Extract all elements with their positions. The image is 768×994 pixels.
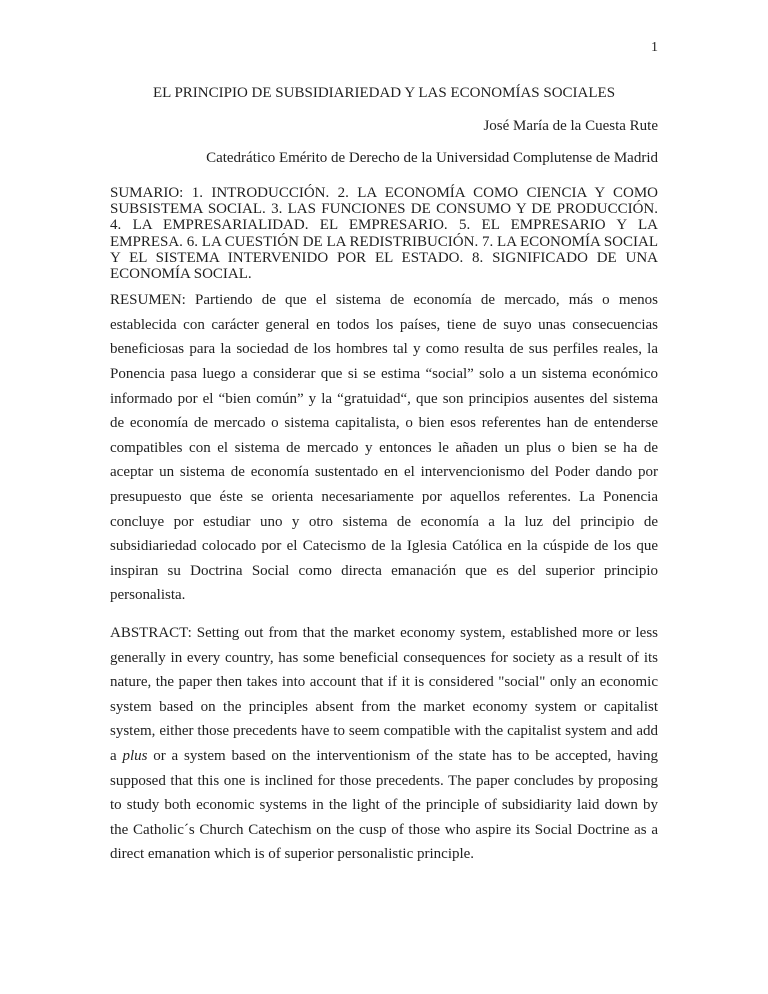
sumario-paragraph: SUMARIO: 1. INTRODUCCIÓN. 2. LA ECONOMÍA COMO CIENCIA Y COMO SUBSISTEMA SOCIAL. 3. LAS FUNCIONES DE CONSUMO Y DE PRODUCCIÓN. 4. LA EMPRESARIALIDAD. EL EMPRESARIO. 5. EL EMPRESARIO Y LA EMPRESA. 6. LA CUESTIÓN DE LA REDISTRIBUCIÓN. 7. LA ECONOMÍA SOCIAL Y EL SISTEMA INTERVENIDO POR EL ESTADO. 8. SIGNIFICADO DE UNA ECONOMÍA SOCIAL. xyxy=(110,185,658,283)
abstract-italic-term: plus xyxy=(122,747,148,764)
resumen-paragraph: RESUMEN: Partiendo de que el sistema de economía de mercado, más o menos establecida con carácter general en todos los países, tiene de suyo unas consecuencias beneficiosas para la sociedad de los hombres tal y como resulta de sus perfiles reales, la Ponencia pasa luego a considerar que si se estima “social” solo a un sistema económico informado por el “bien común” y la “gratuidad“, que son principios ausentes del sistema de economía de mercado o sistema capitalista, o bien esos referentes han de entenderse compatibles con el sistema de mercado y entonces le añaden un plus o bien se ha de aceptar un sistema de economía sustentado en el intervencionismo del Poder dando por presupuesto que éste se orienta necesariamente por aquellos referentes. La Ponencia concluye por estudiar uno y otro sistema de economía a la luz del principio de subsidiariedad colocado por el Catecismo de la Iglesia Católica en la cúspide de los que inspiran su Doctrina Social como directa emanación que es del superior principio personalista. xyxy=(110,292,658,604)
abstract-text-before-italic: ABSTRACT: Setting out from that the market economy system, established more or less generally in every country, has some beneficial consequences for society as a result of its nature, the paper then takes into account that if it is considered "social" only an economic system based on the principles absent from the market economy system or capitalist system, either those precedents have to seem compatible with the capitalist system and add a xyxy=(110,624,658,764)
author-affiliation: Catedrático Emérito de Derecho de la Universidad Complutense de Madrid xyxy=(206,150,658,166)
page-number: 1 xyxy=(651,40,658,55)
abstract-text-after-italic: or a system based on the interventionism of the state has to be accepted, having supposed that this one is inclined for those precedents. The paper concludes by proposing to study both economic systems in the light of the principle of subsidiarity laid down by the Catholic´s Church Catechism on the cusp of those who aspire its Social Doctrine as a direct emanation which is of superior personalistic principle. xyxy=(110,747,658,863)
abstract-paragraph xyxy=(110,621,658,867)
author-name: José María de la Cuesta Rute xyxy=(483,118,658,134)
paper-title: EL PRINCIPIO DE SUBSIDIARIEDAD Y LAS ECONOMÍAS SOCIALES xyxy=(152,85,616,101)
text-block xyxy=(110,0,658,867)
